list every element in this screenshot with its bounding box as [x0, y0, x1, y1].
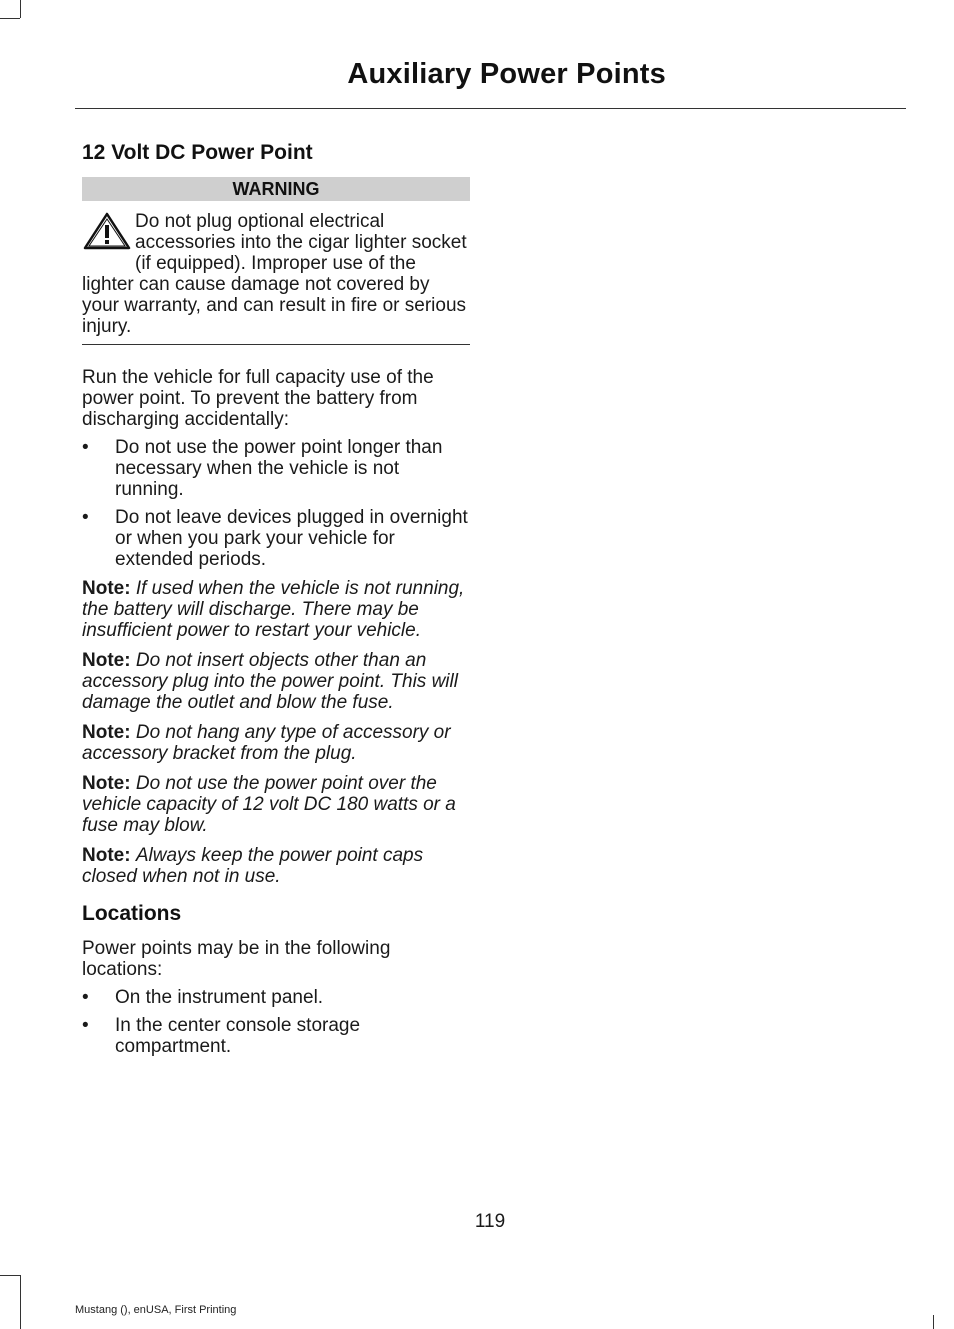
locations-intro: Power points may be in the following locations:: [82, 938, 391, 980]
list-item: • Do not use the power point longer than necessary when the vehicle is not running.: [82, 437, 443, 500]
crop-mark: [20, 0, 21, 18]
page-title: Auxiliary Power Points: [347, 58, 666, 90]
footer-text: Mustang (), enUSA, First Printing: [75, 1304, 237, 1316]
crop-mark: [0, 1275, 20, 1276]
note: Note: Always keep the power point caps closed when not in use.: [82, 845, 424, 887]
bullet-glyph: •: [82, 1015, 89, 1036]
note: Note: If used when the vehicle is not running, the battery will discharge. There may be insufficient power to restart your vehicle.: [82, 578, 465, 641]
note: Note: Do not use the power point over the vehicle capacity of 12 volt DC 180 watts or a fuse may blow.: [82, 773, 456, 836]
warning-box: [82, 211, 470, 345]
list-item: • In the center console storage compartment.: [82, 1015, 361, 1057]
bullet-list: [82, 987, 470, 1057]
bullet-glyph: •: [82, 987, 89, 1008]
note: Note: Do not insert objects other than an accessory plug into the power point. This will damage the outlet and blow the fuse.: [82, 650, 458, 713]
crop-mark: [933, 1315, 934, 1329]
bullet-glyph: •: [82, 507, 89, 528]
list-item: • Do not leave devices plugged in overnight or when you park your vehicle for extended periods.: [82, 507, 468, 570]
bullet-glyph: •: [82, 437, 89, 458]
warning-label: WARNING: [82, 177, 470, 201]
crop-mark: [20, 1275, 21, 1329]
list-item: • On the instrument panel.: [82, 987, 324, 1008]
warning-triangle-icon: [82, 211, 132, 251]
warning-text: Do not plug optional electrical accessories into the cigar lighter socket (if equipped). Improper use of the lighter can cause damage not covered by your warranty, and can result in fire or serious injury.: [82, 211, 467, 337]
main-column: [82, 142, 470, 1065]
section-heading-power-point: 12 Volt DC Power Point: [82, 141, 313, 164]
page-number: 119: [474, 1211, 506, 1232]
page-header: [75, 58, 906, 109]
intro-paragraph: Run the vehicle for full capacity use of the power point. To prevent the battery from discharging accidentally:: [82, 367, 434, 430]
bullet-list: [82, 437, 470, 570]
crop-mark: [0, 18, 20, 19]
note: Note: Do not hang any type of accessory or accessory bracket from the plug.: [82, 722, 451, 764]
section-heading-locations: Locations: [82, 902, 182, 925]
